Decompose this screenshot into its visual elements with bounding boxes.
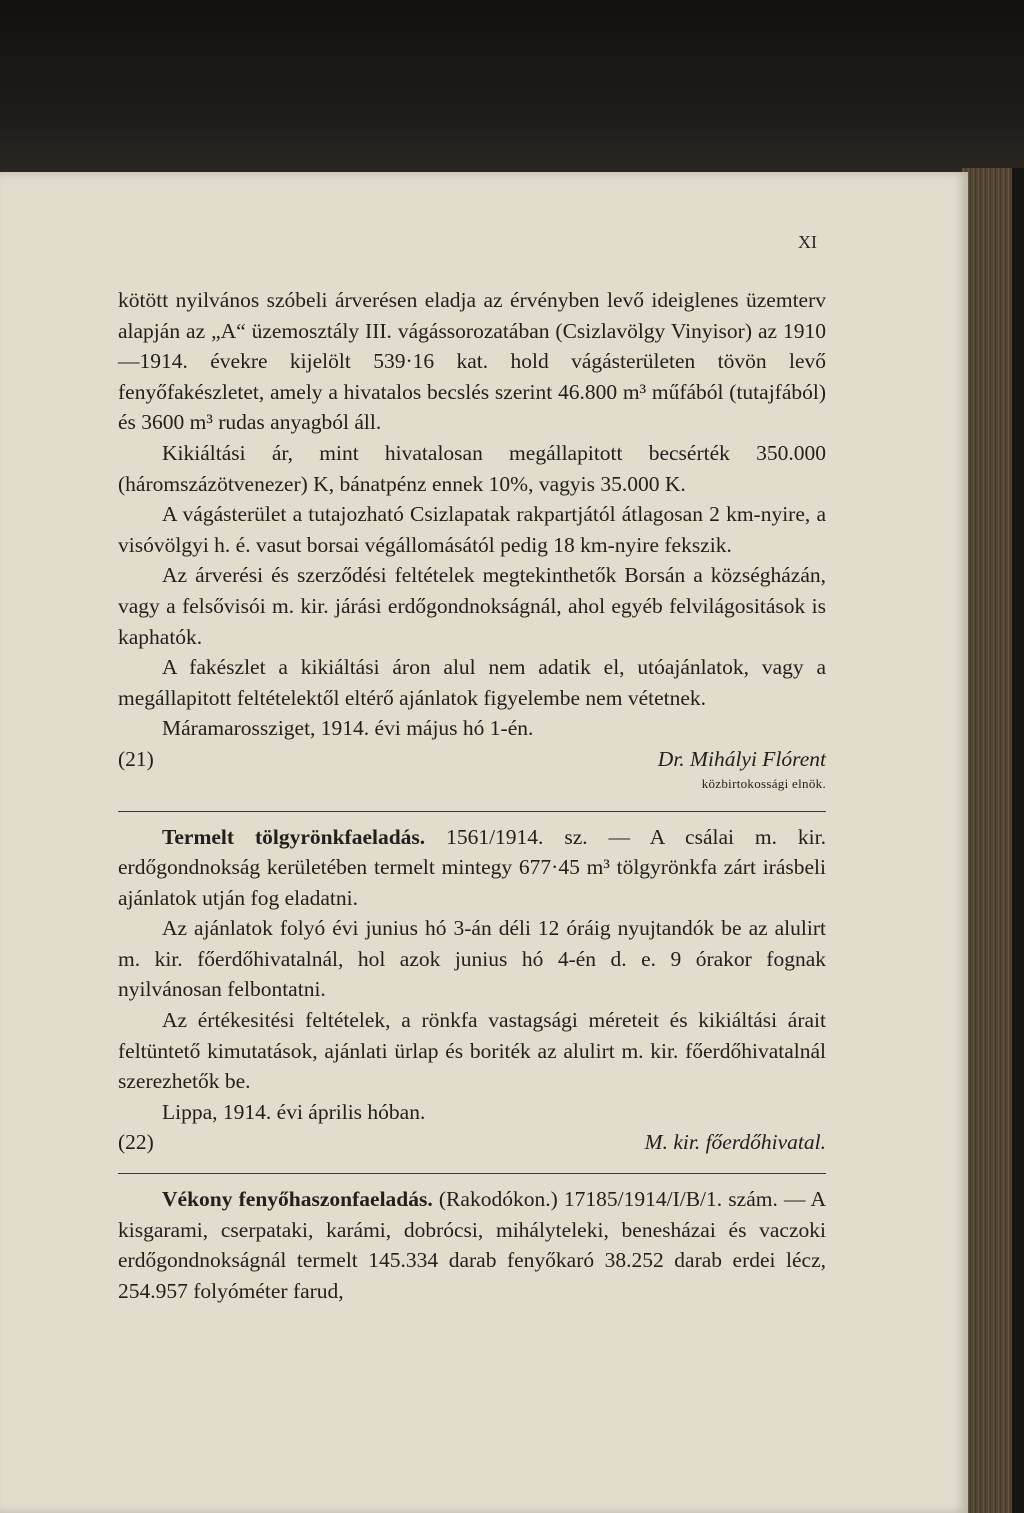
page-text xyxy=(118,285,826,1306)
book-page-edges xyxy=(962,168,1024,1513)
notice1-ref: (21) xyxy=(118,746,154,771)
notice1-signer: Dr. Mihályi Flórent xyxy=(657,746,826,771)
notice1-place-date: Máramarossziget, 1914. évi május hó 1-én. xyxy=(162,716,534,741)
notice1-paragraph-2: Kikiáltási ár, mint hivatalosan megállapitott becsérték 350.000 (háromszázötvenezer) K, bánatpénz ennek 10%, vagyis 35.000 K. xyxy=(118,440,826,496)
notice3-paragraph-1 xyxy=(118,1184,826,1306)
notice1-signer-title: közbirtokossági elnök. xyxy=(701,775,826,791)
notice2-paragraph-1 xyxy=(118,822,826,914)
notice1-paragraph-3: A vágásterület a tutajozható Csizlapatak rakpartjától átlagosan 2 km-nyire, a visóvölgyi h. é. vasut borsai végállomásától pedig 18 km-nyire fekszik. xyxy=(118,502,826,557)
divider xyxy=(118,811,826,812)
notice2-heading: Termelt tölgyrönkfaeladás. xyxy=(162,824,426,849)
notice3-intro: (Rakodókon.) 17185/1914/I/B/1. szám. — A kisgarami, cserpataki, karámi, dobrócsi, mihályteleki, benesházai és vaczoki erdőgondnokságnál termelt 145.334 darab fenyőkaró 38.252 darab erdei lécz, 254.957 folyóméter farud, xyxy=(118,1187,826,1303)
dark-background xyxy=(0,0,1024,175)
divider xyxy=(118,1173,826,1174)
notice2-place-date: Lippa, 1914. évi április hóban. xyxy=(162,1099,426,1124)
notice1-paragraph-5: A fakészlet a kikiáltási áron alul nem adatik el, utóajánlatok, vagy a megállapitott feltételektől eltérő ajánlatok figyelembe nem vétetnek. xyxy=(118,655,826,710)
notice2-ref: (22) xyxy=(118,1130,154,1155)
notice2-paragraph-2: Az ajánlatok folyó évi junius hó 3-án déli 12 óráig nyujtandók be az alulirt m. kir. főerdőhivatalnál, hol azok junius hó 4-én d. e. 9 órakor fognak nyilvánosan felbontatni. xyxy=(118,916,826,1002)
page-number: XI xyxy=(798,232,817,252)
notice1-paragraph-1: kötött nyilvános szóbeli árverésen eladja az érvényben levő ideiglenes üzemterv alapján az „A“ üzemosztály III. vágássorozatában (Csizlavölgy Vinyisor) az 1910—1914. évekre kijelölt 539·16 kat. hold vágásterületen tövön levő fenyőfakészletet, amely a hivatalos becslés szerint 46.800 m³ műfából (tutajfából) és 3600 m³ rudas anyagból áll. xyxy=(118,288,826,435)
notice2-paragraph-3: Az értékesitési feltételek, a rönkfa vastagsági méreteit és kikiáltási árait feltüntető kimutatások, ajánlati ürlap és boriték az alulirt m. kir. főerdőhivatalnál szerezhetők be. xyxy=(118,1008,826,1094)
notice2-signer: M. kir. főerdőhivatal. xyxy=(644,1130,826,1155)
notice1-signature-line xyxy=(118,744,826,775)
notice3-heading: Vékony fenyőhaszonfaeladás. xyxy=(162,1187,433,1212)
notice1-paragraph-4: Az árverési és szerződési feltételek megtekinthetők Borsán a községházán, vagy a felsővisói m. kir. járási erdőgondnokságnál, ahol egyéb felvilágositások is kaphatók. xyxy=(118,563,826,649)
notice2-signature-line xyxy=(118,1127,826,1158)
notice2-intro: 1561/1914. sz. — A csálai m. kir. erdőgondnokság kerületében termelt mintegy 677·45 m³ tölgyrönkfa zárt irásbeli ajánlatok utján fog eladatni. xyxy=(118,824,826,910)
